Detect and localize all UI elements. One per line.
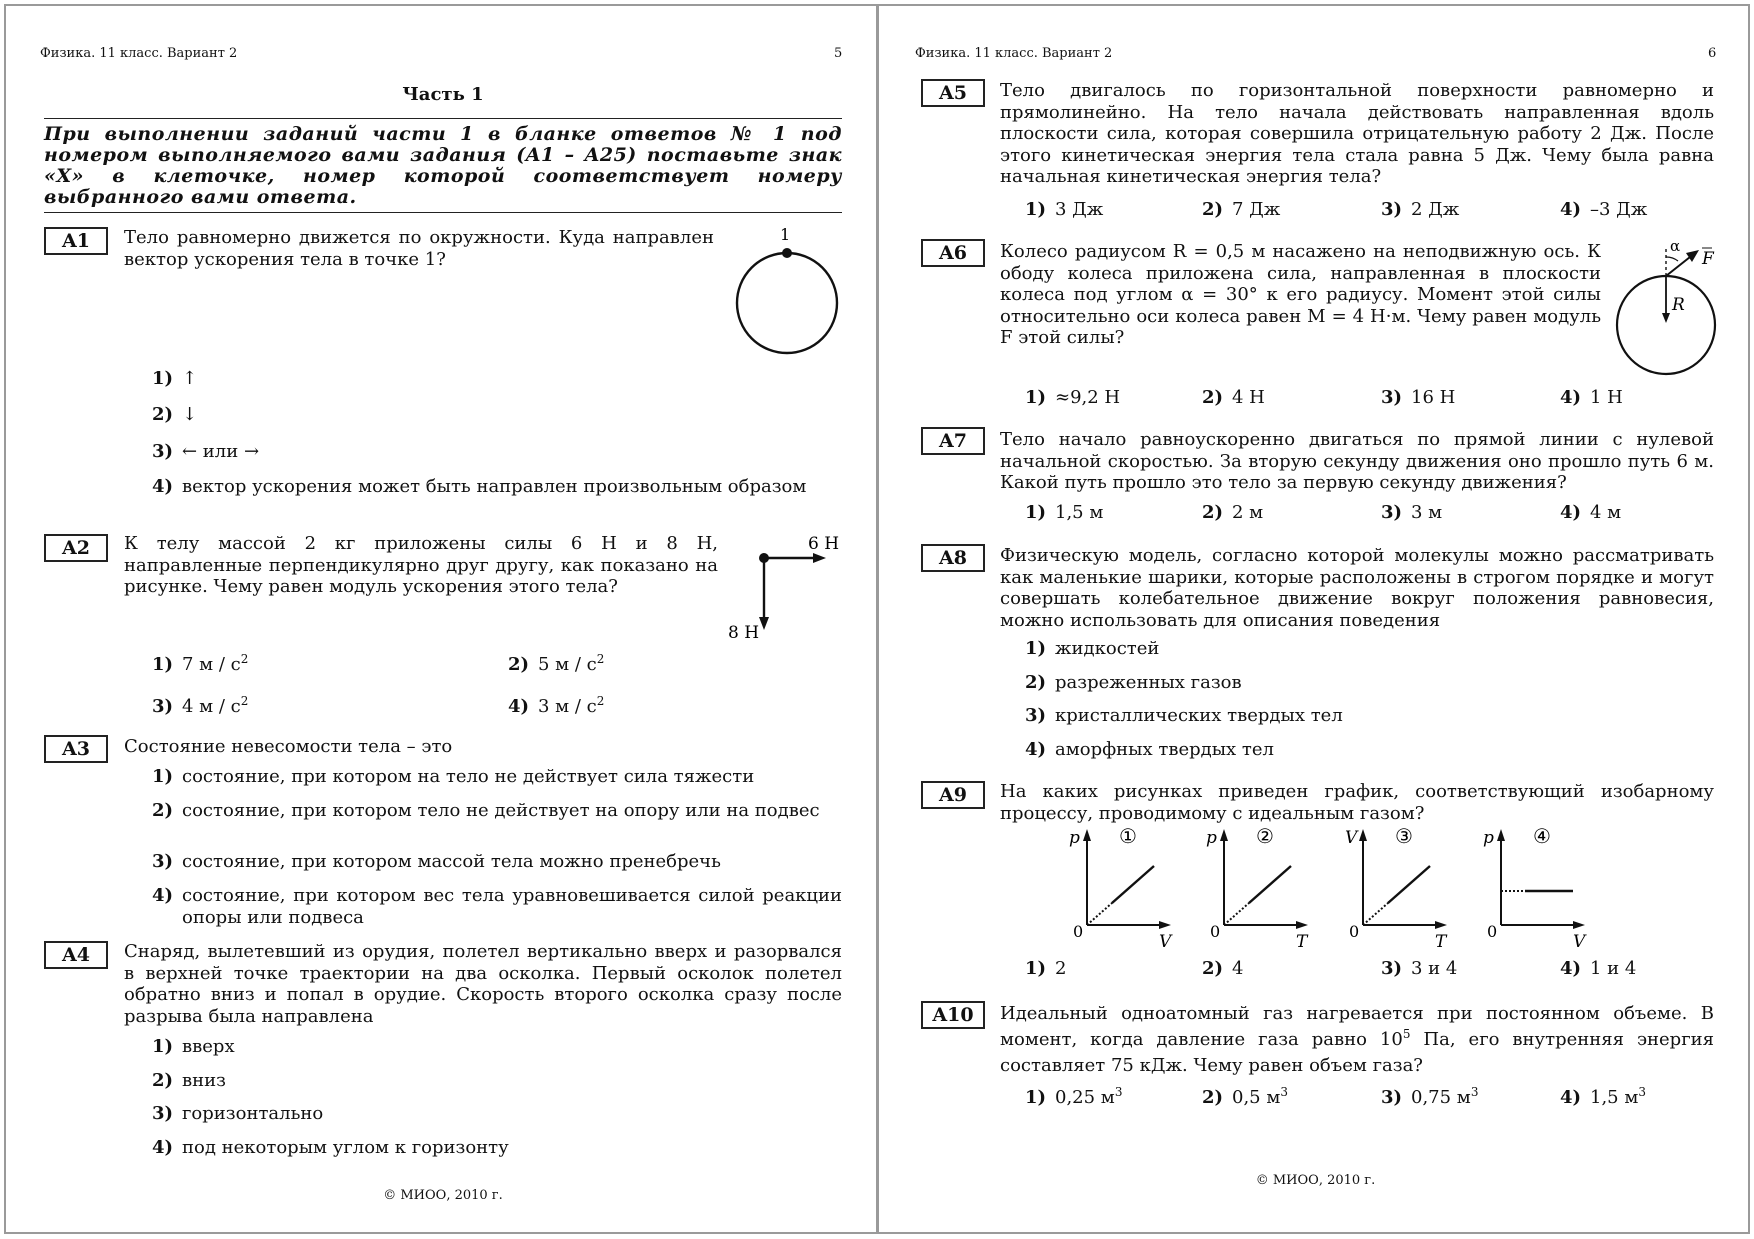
option-a9-1: 1) 2: [1025, 958, 1067, 979]
arrowhead-down-icon: [759, 617, 769, 630]
force-label: F: [1702, 249, 1714, 269]
graph-3: [1345, 824, 1448, 951]
option-a2-4: 4) 3 м / $с^2$: [508, 694, 605, 717]
question-label-a10: A10: [921, 1001, 985, 1029]
option-a8-2: 2) разреженных газов: [1025, 672, 1242, 693]
option-a1-2: 2) ↓: [152, 404, 198, 425]
option-a6-2: 2) 4 Н: [1202, 387, 1265, 408]
option-a7-4: 4) 4 м: [1560, 502, 1622, 523]
divider-bottom: [44, 212, 842, 213]
force-label-8n: 8 Н: [728, 623, 760, 643]
question-text-a8: Физическую модель, согласно которой молекулы можно рассматривать как маленькие шарики, которые расположены в строгом порядке и могут совершать колебательное движение вокруг положения равновесия, можно использовать для описания поведения: [1000, 545, 1714, 631]
option-a7-3: 3) 3 м: [1381, 502, 1443, 523]
option-a5-2: 2) 7 Дж: [1202, 199, 1281, 220]
page-footer: © МИОО, 2010 г.: [1255, 1173, 1376, 1188]
svg-text:V: V: [1573, 932, 1586, 951]
option-a1-1: 1) ↑: [152, 368, 198, 389]
option-a4-4: 4) под некоторым углом к горизонту: [152, 1137, 509, 1158]
question-label-a3: A3: [44, 735, 108, 763]
svg-text:0: 0: [1487, 922, 1498, 941]
question-text-a5: Тело двигалось по горизонтальной поверхности равномерно и прямолинейно. На тело начала действовать направленная вдоль плоскости сила, которая совершила отрицательную работу 2 Дж. После этого кинетическая энергия тела стала равна 5 Дж. Чему была равна начальная кинетическая энергия тела?: [1000, 80, 1714, 187]
question-label-a9: A9: [921, 781, 985, 809]
y-axis-arrow-icon: [1497, 829, 1505, 841]
question-label-a4: A4: [44, 941, 108, 969]
motion-circle: [737, 253, 837, 353]
option-a7-1: 1) 1,5 м: [1025, 502, 1104, 523]
page-number: 5: [834, 46, 843, 61]
option-a10-4: 4) 1,5 $м^3$: [1560, 1085, 1646, 1108]
body-point: [759, 553, 769, 563]
divider-top: [44, 118, 842, 119]
svg-text:0: 0: [1073, 922, 1084, 941]
question-text-a6: Колесо радиусом R = 0,5 м насажено на неподвижную ось. К ободу колеса приложена сила, направленная в плоскости колеса под углом α = 30° к его радиусу. Момент этой силы относительно оси колеса равен M = 4 Н·м. Чему равен модуль F этой силы?: [1000, 241, 1601, 348]
option-a2-3: 3) 4 м / $с^2$: [152, 694, 249, 717]
question-label-a5: A5: [921, 79, 985, 107]
left-page: [4, 4, 878, 1234]
x-axis-arrow-icon: [1435, 921, 1447, 929]
option-a6-4: 4) 1 Н: [1560, 387, 1623, 408]
option-a3-3: 3) состояние, при котором массой тела можно пренебречь: [152, 851, 721, 872]
option-a3-4: 4) состояние, при котором вес тела уравновешивается силой реакции опоры или подвеса: [152, 885, 842, 928]
svg-text:0: 0: [1349, 922, 1360, 941]
svg-text:V: V: [1345, 828, 1358, 848]
option-a8-4: 4) аморфных твердых тел: [1025, 739, 1274, 760]
svg-text:p: p: [1206, 828, 1217, 848]
y-axis-arrow-icon: [1220, 829, 1228, 841]
svg-text:T: T: [1296, 932, 1308, 951]
option-a10-2: 2) 0,5 $м^3$: [1202, 1085, 1288, 1108]
question-text-a4: Снаряд, вылетевший из орудия, полетел вертикально вверх и разорвался в верхней точке траектории на два осколка. Первый осколок полетел обратно вниз и попал в орудие. Скорость второго осколка сразу после разрыва была направлена: [124, 941, 842, 1027]
radius-arrowhead-icon: [1662, 313, 1670, 323]
page-footer: © МИОО, 2010 г.: [383, 1188, 503, 1203]
question-label-a8: A8: [921, 544, 985, 572]
page-header: Физика. 11 класс. Вариант 2: [915, 46, 1113, 61]
y-axis-arrow-icon: [1359, 829, 1367, 841]
option-a8-3: 3) кристаллических твердых тел: [1025, 705, 1343, 726]
svg-text:④: ④: [1533, 824, 1551, 848]
question-label-a7: A7: [921, 427, 985, 455]
page-header: Физика. 11 класс. Вариант 2: [40, 46, 238, 61]
option-a9-2: 2) 4: [1202, 958, 1244, 979]
option-a4-3: 3) горизонтально: [152, 1103, 324, 1124]
svg-text:②: ②: [1256, 824, 1274, 848]
option-a3-1: 1) состояние, при котором на тело не действует сила тяжести: [152, 766, 755, 787]
question-label-a1: A1: [44, 227, 108, 255]
option-a4-2: 2) вниз: [152, 1070, 226, 1091]
instructions: При выполнении заданий части 1 в бланке ответов № 1 под номером выполняемого вами задания (A1 – A25) поставьте знак «X» в клеточке, номер которой соответствует номеру выбранного вами ответа.: [44, 123, 842, 208]
option-a5-3: 3) 2 Дж: [1381, 199, 1460, 220]
option-a1-4: 4) вектор ускорения может быть направлен произвольным образом: [152, 476, 807, 497]
question-label-a6: A6: [921, 239, 985, 267]
arrowhead-right-icon: [813, 553, 826, 563]
option-a4-1: 1) вверх: [152, 1036, 235, 1057]
question-text-a10: Идеальный одноатомный газ нагревается при постоянном объеме. В момент, когда давление газа равно $10^5$ Па, его внутренняя энергия составляет 75 кДж. Чему равен объем газа?: [1000, 1003, 1714, 1076]
option-a10-1: 1) 0,25 $м^3$: [1025, 1085, 1123, 1108]
radius-label: R: [1672, 295, 1685, 315]
graph-1: [1069, 824, 1173, 951]
svg-text:③: ③: [1395, 824, 1413, 848]
forces-figure: [722, 530, 846, 646]
x-axis-arrow-icon: [1296, 921, 1308, 929]
option-a6-3: 3) 16 Н: [1381, 387, 1456, 408]
svg-text:T: T: [1435, 932, 1447, 951]
y-axis-arrow-icon: [1083, 829, 1091, 841]
question-text-a2: К телу массой 2 кг приложены силы 6 Н и 8 Н, направленные перпендикулярно друг другу, как показано на рисунке. Чему равен модуль ускорения этого тела?: [124, 533, 718, 597]
svg-text:p: p: [1069, 828, 1080, 848]
svg-text:0: 0: [1210, 922, 1221, 941]
option-a2-1: 1) 7 м / $с^2$: [152, 652, 249, 675]
option-a5-4: 4) –3 Дж: [1560, 199, 1648, 220]
svg-text:p: p: [1483, 828, 1494, 848]
question-text-a3: Состояние невесомости тела – это: [124, 736, 453, 757]
alpha-label: α: [1670, 237, 1681, 255]
option-a9-3: 3) 3 и 4: [1381, 958, 1458, 979]
graphs-figure: [1059, 821, 1619, 951]
force-label-6n: 6 Н: [808, 534, 840, 554]
option-a7-2: 2) 2 м: [1202, 502, 1264, 523]
part-title: Часть 1: [402, 84, 484, 105]
force-vector: [1666, 257, 1690, 276]
question-text-a7: Тело начало равноускоренно двигаться по прямой линии с нулевой начальной скоростью. За вторую секунду движения оно прошло путь 6 м. Какой путь прошло это тело за первую секунду движения?: [1000, 429, 1714, 493]
question-text-a1: Тело равномерно движется по окружности. Куда направлен вектор ускорения тела в точке 1?: [124, 227, 714, 270]
graph-2: [1206, 824, 1309, 951]
option-a3-2: 2) состояние, при котором тело не действует на опору или на подвес: [152, 800, 820, 821]
svg-text:V: V: [1159, 932, 1172, 951]
option-a6-1: 1) ≈9,2 Н: [1025, 387, 1121, 408]
option-a5-1: 1) 3 Дж: [1025, 199, 1104, 220]
option-a8-1: 1) жидкостей: [1025, 638, 1160, 659]
graph-4: [1483, 824, 1587, 951]
page-number: 6: [1708, 46, 1717, 61]
circle-figure: [726, 221, 846, 361]
svg-text:①: ①: [1119, 824, 1137, 848]
question-label-a2: A2: [44, 534, 108, 562]
wheel-figure: [1604, 235, 1722, 381]
x-axis-arrow-icon: [1159, 921, 1171, 929]
right-page: [877, 4, 1750, 1234]
angle-arc: [1666, 257, 1678, 261]
x-axis-arrow-icon: [1573, 921, 1585, 929]
option-a10-3: 3) 0,75 $м^3$: [1381, 1085, 1479, 1108]
question-text-a9: На каких рисунках приведен график, соответствующий изобарному процессу, проводимому с идеальным газом?: [1000, 781, 1714, 824]
option-a2-2: 2) 5 м / $с^2$: [508, 652, 605, 675]
option-a9-4: 4) 1 и 4: [1560, 958, 1637, 979]
force-arrowhead-icon: [1686, 250, 1699, 262]
figure-point-label: 1: [780, 225, 791, 244]
point-marker: [782, 248, 792, 258]
option-a1-3: 3) ← или →: [152, 441, 260, 462]
